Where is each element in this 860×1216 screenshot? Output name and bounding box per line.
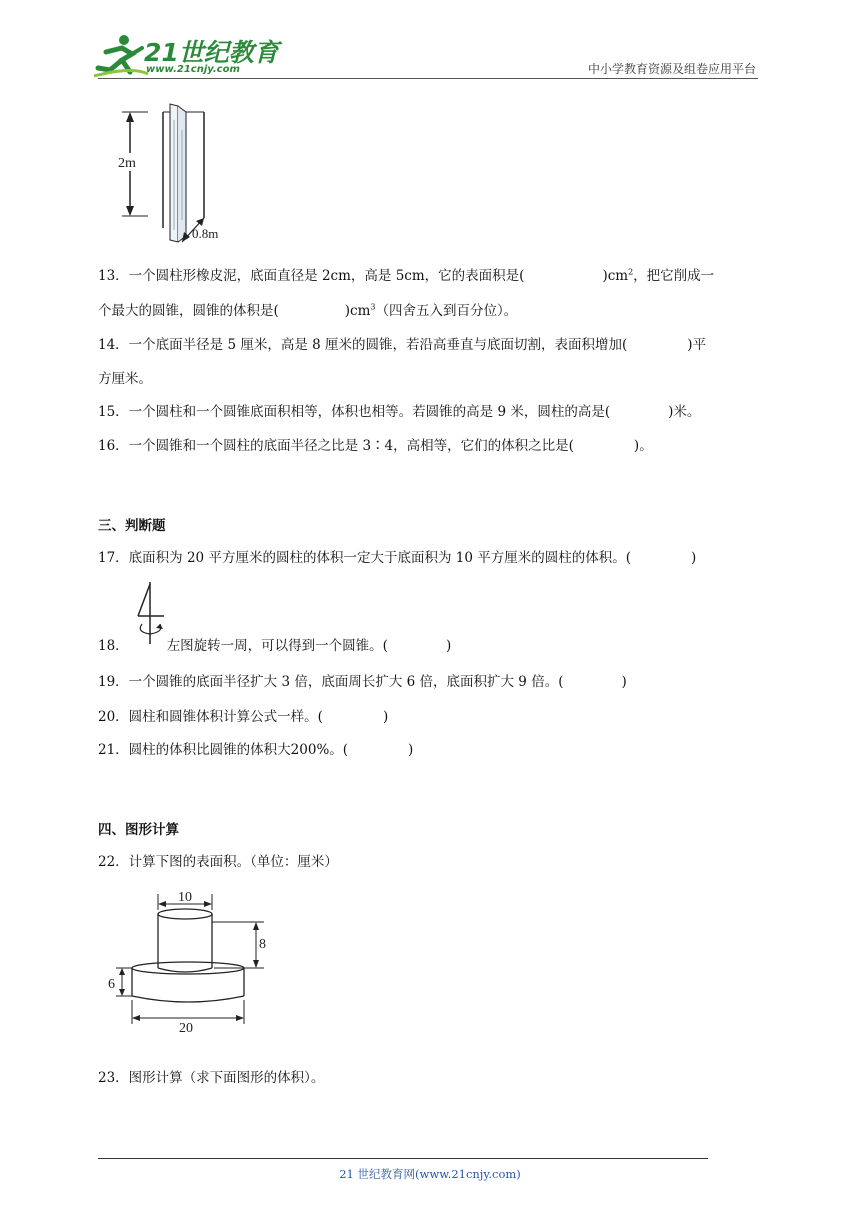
question-13-line-1: 13．一个圆柱形橡皮泥，底面直径是 2cm，高是 5cm，它的表面积是( )$cm^2$，把它削成一 <box>98 267 715 284</box>
question-18: 18． 左图旋转一周，可以得到一个圆锥。( ) <box>98 638 452 654</box>
bottom-diameter-label: 20 <box>179 1021 193 1036</box>
footer-divider <box>98 1158 708 1159</box>
section-4-title: 四、图形计算 <box>98 822 179 838</box>
bottom-height-label: 6 <box>108 977 115 992</box>
question-22: 22．计算下图的表面积。（单位：厘米） <box>98 854 338 870</box>
door-figure <box>108 100 238 245</box>
question-17: 17．底面积为 20 平方厘米的圆柱的体积一定大于底面积为 10 平方厘米的圆柱的体积。( ) <box>98 550 697 566</box>
top-diameter-label: 10 <box>178 890 192 905</box>
question-16: 16．一个圆锥和一个圆柱的底面半径之比是 3∶4，高相等，它们的体积之比是( )。 <box>98 438 653 454</box>
question-14-line-2: 方厘米。 <box>98 371 152 387</box>
logo-text: 21世纪教育 <box>144 38 279 67</box>
logo-url: www.21cnjy.com <box>146 64 240 75</box>
question-14-line-1: 14．一个底面半径是 5 厘米，高是 8 厘米的圆锥，若沿高垂直与底面切割，表面积增加( )平 <box>98 337 707 353</box>
question-20: 20．圆柱和圆锥体积计算公式一样。( ) <box>98 709 389 725</box>
stacked-cylinders-figure <box>104 884 284 1036</box>
footer-link[interactable]: 21 世纪教育网(www.21cnjy.com) <box>339 1167 521 1181</box>
question-23: 23．图形计算（求下面图形的体积）。 <box>98 1070 325 1086</box>
question-21: 21．圆柱的体积比圆锥的体积大200%。( ) <box>98 742 414 758</box>
platform-name: 中小学教育资源及组卷应用平台 <box>587 62 756 76</box>
question-13-line-2: 个最大的圆锥，圆锥的体积是( )$cm^3$（四舍五入到百分位）。 <box>98 302 518 319</box>
question-15: 15．一个圆柱和一个圆锥底面积相等，体积也相等。若圆锥的高是 9 米，圆柱的高是( )米。 <box>98 404 701 420</box>
top-height-label: 8 <box>259 937 266 952</box>
header-divider <box>98 78 758 79</box>
door-width-label: 0.8m <box>192 226 219 241</box>
question-19: 19．一个圆锥的底面半径扩大 3 倍，底面周长扩大 6 倍，底面积扩大 9 倍。( ) <box>98 674 627 690</box>
section-3-title: 三、判断题 <box>98 518 166 534</box>
door-height-label: 2m <box>118 156 136 171</box>
